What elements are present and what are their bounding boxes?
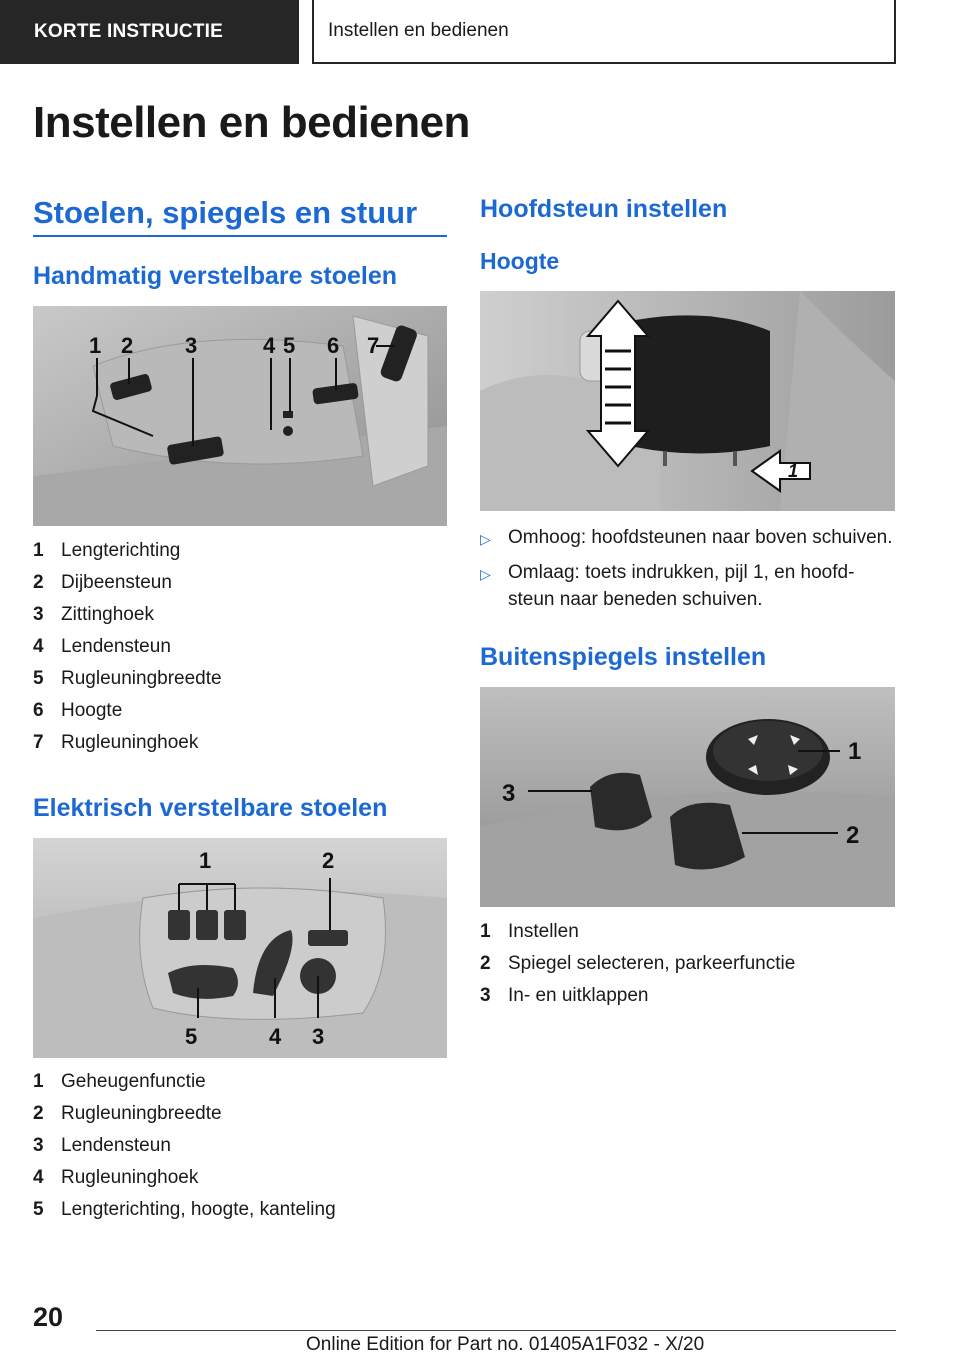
item-number: 2 <box>480 953 491 974</box>
callout-3: 3 <box>312 1024 325 1049</box>
item-label: Zittinghoek <box>61 604 154 625</box>
item-number: 3 <box>480 985 491 1006</box>
item-label: Rugleuninghoek <box>61 732 199 753</box>
item-label: Instellen <box>508 921 579 942</box>
manual-seats-legend <box>33 540 222 764</box>
electric-seats-legend <box>33 1071 336 1231</box>
footer-edition: Online Edition for Part no. 01405A1F032 - X/20 <box>306 1334 705 1355</box>
headrest-subheading: Hoogte <box>480 248 560 274</box>
bullet-text: Omhoog: hoofdsteunen naar boven schuiven. <box>508 527 893 548</box>
page-title: Instellen en bedienen <box>33 98 470 147</box>
item-label: Dijbeensteun <box>61 572 172 593</box>
list-item <box>33 1135 336 1167</box>
callout-7: 7 <box>367 333 380 358</box>
electric-seats-heading: Elektrisch verstelbare stoelen <box>33 794 388 822</box>
footer-rule <box>96 1330 896 1331</box>
item-label: Rugleuningbreedte <box>61 668 222 689</box>
list-item <box>33 540 222 572</box>
item-number: 5 <box>33 1199 44 1220</box>
section-tab[interactable]: KORTE INSTRUCTIE <box>0 0 299 64</box>
list-item <box>33 604 222 636</box>
list-item <box>33 636 222 668</box>
page-number: 20 <box>33 1302 64 1332</box>
item-label: Lendensteun <box>61 636 171 657</box>
callout-6: 6 <box>327 333 340 358</box>
list-item <box>480 559 900 613</box>
item-number: 3 <box>33 1135 44 1156</box>
callout-5: 5 <box>283 333 296 358</box>
item-number: 7 <box>33 732 44 753</box>
callout-1: 1 <box>199 848 212 873</box>
electric-seat-figure <box>33 838 447 1058</box>
callout-3: 3 <box>185 333 198 358</box>
item-number: 3 <box>33 604 44 625</box>
manual-seat-figure <box>33 306 447 526</box>
callout-3: 3 <box>502 780 516 807</box>
item-label: In- en uitklappen <box>508 985 649 1006</box>
list-item <box>33 1167 336 1199</box>
item-number: 2 <box>33 1103 44 1124</box>
item-label: Hoogte <box>61 700 123 721</box>
headrest-bullets <box>480 524 900 619</box>
item-number: 5 <box>33 668 44 689</box>
item-number: 1 <box>33 540 44 561</box>
headrest-figure <box>480 291 895 511</box>
list-item <box>33 1071 336 1103</box>
item-number: 1 <box>33 1071 44 1092</box>
bullet-triangle-icon: ▷ <box>480 531 491 547</box>
callout-2: 2 <box>322 848 335 873</box>
section-rule <box>33 235 447 237</box>
mirrors-heading: Buitenspiegels instellen <box>480 643 767 671</box>
mirrors-legend <box>480 921 795 1017</box>
bullet-triangle-icon: ▷ <box>480 566 491 582</box>
item-label: Spiegel selecteren, parkeerfunctie <box>508 953 796 974</box>
item-number: 2 <box>33 572 44 593</box>
manual-seats-heading: Handmatig verstelbare stoelen <box>33 262 398 290</box>
item-label: Lengterichting <box>61 540 181 561</box>
item-label: Geheugenfunctie <box>61 1071 206 1092</box>
headrest-heading: Hoofdsteun instellen <box>480 195 728 223</box>
chapter-title: Instellen en bedienen <box>328 20 509 41</box>
callout-4: 4 <box>269 1024 282 1049</box>
callout-4: 4 <box>263 333 276 358</box>
headrest-callout: 1 <box>788 461 799 481</box>
list-item <box>33 700 222 732</box>
list-item <box>480 985 795 1017</box>
bullet-text: Omlaag: toets indrukken, pijl 1, en hoofd-steun naar beneden schuiven. <box>508 562 855 610</box>
section-title: Stoelen, spiegels en stuur <box>33 195 418 230</box>
item-number: 4 <box>33 1167 44 1188</box>
list-item <box>33 1103 336 1135</box>
list-item <box>33 732 222 764</box>
list-item <box>480 953 795 985</box>
callout-2: 2 <box>846 822 860 849</box>
list-item <box>480 524 900 553</box>
item-label: Lendensteun <box>61 1135 171 1156</box>
callout-1: 1 <box>848 738 862 765</box>
callout-2: 2 <box>121 333 134 358</box>
list-item <box>33 668 222 700</box>
callout-1: 1 <box>89 333 102 358</box>
list-item <box>480 921 795 953</box>
item-label: Lengterichting, hoogte, kanteling <box>61 1199 336 1220</box>
item-label: Rugleuningbreedte <box>61 1103 222 1124</box>
callout-5: 5 <box>185 1024 198 1049</box>
item-number: 4 <box>33 636 44 657</box>
item-number: 6 <box>33 700 44 721</box>
item-label: Rugleuninghoek <box>61 1167 199 1188</box>
list-item <box>33 572 222 604</box>
list-item <box>33 1199 336 1231</box>
mirror-controls-figure <box>480 687 895 907</box>
chapter-title-box <box>312 0 896 64</box>
item-number: 1 <box>480 921 491 942</box>
